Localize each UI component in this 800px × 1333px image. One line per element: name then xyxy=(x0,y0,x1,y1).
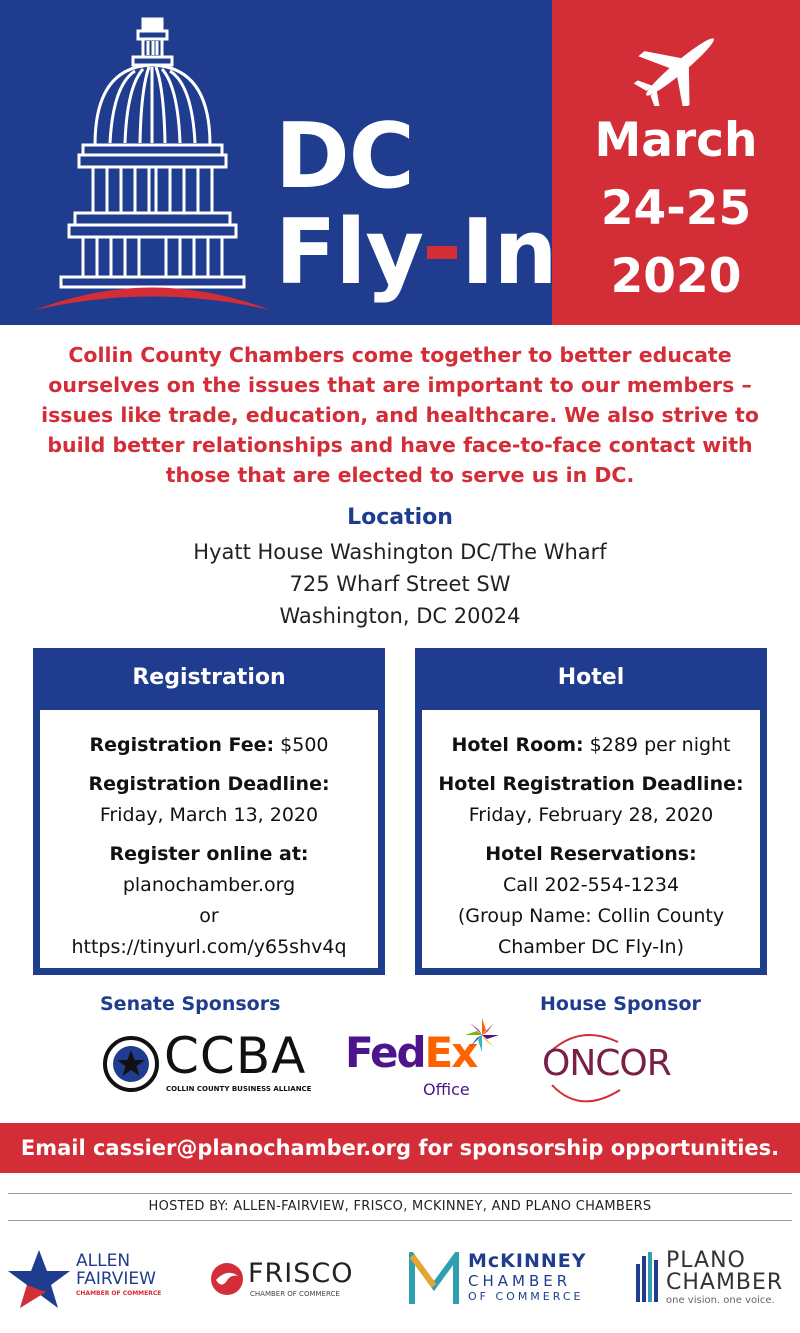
hosted-rule-bottom xyxy=(8,1220,792,1221)
hotel-reservations-group-2: Chamber DC Fly-In) xyxy=(497,936,685,958)
location-line-1: Hyatt House Washington DC/The Wharf xyxy=(193,540,607,564)
register-or-text: or xyxy=(199,905,219,927)
mckinney-line2: CHAMBER xyxy=(468,1272,572,1290)
registration-deadline-value: Friday, March 13, 2020 xyxy=(99,804,319,826)
plano-bars-icon xyxy=(636,1252,662,1302)
registration-fee-label: Registration Fee: xyxy=(89,734,275,756)
oncor-name: ONCOR xyxy=(542,1043,671,1084)
mckinney-chamber-logo xyxy=(408,1252,608,1312)
register-online-label: Register online at: xyxy=(109,843,309,865)
allen-fairview-chamber-logo xyxy=(6,1248,181,1313)
senate-sponsors-label: Senate Sponsors xyxy=(100,993,281,1015)
fedex-wordmark xyxy=(345,1028,477,1077)
fedex-fed: Fed xyxy=(345,1028,425,1077)
date-days: 24-25 xyxy=(600,181,752,236)
fedex-office-logo xyxy=(345,1022,505,1102)
fedex-star-icon xyxy=(463,1016,501,1054)
location-line-2: 725 Wharf Street SW xyxy=(289,572,511,596)
hotel-box xyxy=(415,648,767,975)
hotel-deadline-value: Friday, February 28, 2020 xyxy=(468,804,714,826)
date-year: 2020 xyxy=(610,249,742,304)
allen-line1: ALLEN xyxy=(76,1251,131,1271)
plano-line1: PLANO xyxy=(666,1248,746,1273)
hotel-deadline-label: Hotel Registration Deadline: xyxy=(438,773,744,795)
allen-star-icon xyxy=(6,1248,72,1310)
frisco-name: FRISCO xyxy=(248,1258,354,1289)
hotel-title: Hotel xyxy=(557,665,625,690)
fedex-office-text: Office xyxy=(423,1080,470,1099)
mckinney-m-icon xyxy=(408,1252,460,1306)
frisco-emblem-icon xyxy=(208,1262,246,1296)
ccba-name: CCBA xyxy=(164,1027,307,1085)
title-fly-in xyxy=(275,200,557,305)
allen-line3: CHAMBER OF COMMERCE xyxy=(76,1290,162,1297)
hosted-rule-top xyxy=(8,1193,792,1194)
location-heading: Location xyxy=(347,505,453,530)
registration-title: Registration xyxy=(132,665,286,690)
hotel-room-label: Hotel Room: xyxy=(451,734,584,756)
title-fly-part1: Fly xyxy=(275,200,423,305)
register-link-tinyurl[interactable]: https://tinyurl.com/y65shv4q xyxy=(71,936,347,958)
hotel-room-value: $289 per night xyxy=(589,734,731,756)
mckinney-line1: McKINNEY xyxy=(468,1250,587,1272)
registration-box xyxy=(33,648,385,975)
title-red-dash xyxy=(427,246,457,259)
plano-line2: CHAMBER xyxy=(666,1270,784,1295)
capitol-dome-icon xyxy=(35,15,270,315)
allen-line2: FAIRVIEW xyxy=(76,1269,156,1289)
hosted-by-text: HOSTED BY: ALLEN-FAIRVIEW, FRISCO, MCKINNEY, AND PLANO CHAMBERS xyxy=(148,1199,652,1214)
date-month: March xyxy=(594,113,758,168)
registration-deadline-label: Registration Deadline: xyxy=(88,773,330,795)
house-sponsor-label: House Sponsor xyxy=(540,993,701,1015)
frisco-sub: CHAMBER OF COMMERCE xyxy=(250,1290,340,1298)
hotel-reservations-group-1: (Group Name: Collin County xyxy=(457,905,725,927)
oncor-logo xyxy=(540,1030,690,1110)
register-link-planochamber[interactable]: planochamber.org xyxy=(122,874,296,896)
location-line-3: Washington, DC 20024 xyxy=(279,604,521,628)
registration-fee-value: $500 xyxy=(280,734,329,756)
hotel-reservations-phone: Call 202-554-1234 xyxy=(502,874,680,896)
airplane-icon xyxy=(633,28,728,106)
ccba-subtitle: COLLIN COUNTY BUSINESS ALLIANCE xyxy=(166,1085,312,1093)
plano-tagline: one vision. one voice. xyxy=(666,1295,775,1306)
mckinney-line3: OF COMMERCE xyxy=(468,1290,584,1303)
sponsorship-email-bar[interactable]: Email cassier@planochamber.org for sponsorship opportunities. xyxy=(0,1123,800,1173)
title-fly-part2: In xyxy=(461,200,557,305)
plano-chamber-logo xyxy=(636,1250,796,1315)
fedex-ex: Ex xyxy=(424,1028,477,1077)
hotel-reservations-label: Hotel Reservations: xyxy=(485,843,697,865)
ccba-logo xyxy=(102,1027,317,1098)
ccba-star-icon xyxy=(102,1035,160,1093)
intro-paragraph: Collin County Chambers come together to better educate ourselves on the issues that are important to our members – issues like trade, education, and healthcare. We also strive to build better relationships and have face-to-face contact with those that are elected to serve us in DC. xyxy=(41,343,759,487)
frisco-chamber-logo xyxy=(208,1258,378,1302)
title-dc: DC xyxy=(275,104,414,209)
